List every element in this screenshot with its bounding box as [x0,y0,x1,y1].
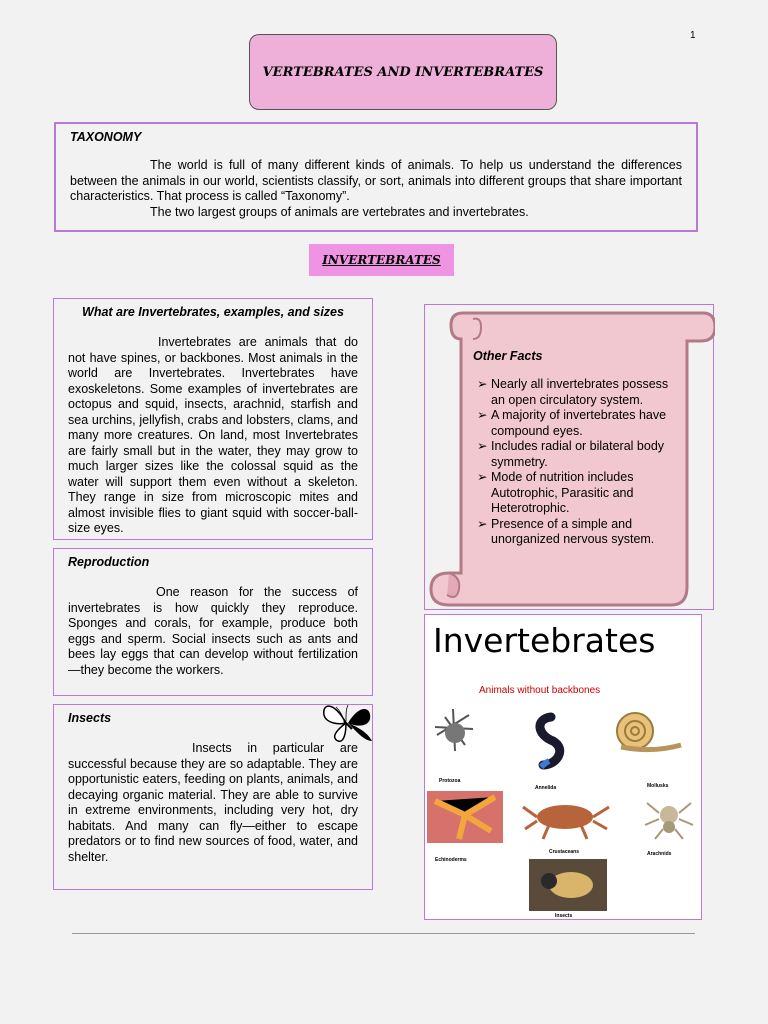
poster-label-arachnids: Arachnids [647,851,672,857]
what-are-invertebrates-section [53,298,373,540]
arachnid-illustration [645,803,693,839]
what-are-body: Invertebrates are animals that do not have spines, or backbones. Most animals in the world are Invertebrates. Invertebrates have exoskeletons. Some examples of invertebrates are octopus and squid, insects, arachnid, starfish and sea urchins, jellyfish, crabs and lobsters, clams, and many more creatures. On land, most Invertebrates are fairly small but in the water, they may grow to much larger sizes like the colossal squid as the water will support them even without a skeleton. They range in size from microscopic mites and almost invisible flies to giant squid with soccer-ball-size eyes. [68,335,358,535]
poster-label-crustaceans: Crustaceans [549,849,580,855]
page-title-box [249,34,557,110]
section-label-text: INVERTEBRATES [322,253,441,267]
other-facts-heading: Other Facts [473,349,543,363]
insects-heading: Insects [68,711,112,725]
other-facts-section [424,304,714,610]
poster-label-echinoderms: Echinoderms [435,857,467,863]
footer-divider [72,933,695,934]
other-facts-list [473,377,673,548]
taxonomy-paragraph: The world is full of many different kinds of animals. To help us understand the differences between the animals in our world, scientists classify, or sort, animals into different groups that share important characteristics. That process is called “Taxonomy”. [70,158,682,203]
poster-label-annelida: Annelida [535,785,557,791]
taxonomy-section [54,122,698,232]
annelida-illustration [540,717,560,767]
crustacean-illustration [523,805,609,839]
list-item: ➢ A majority of invertebrates have compound eyes. [473,408,673,439]
protozoa-illustration [435,709,473,751]
poster-title: Invertebrates [433,621,656,660]
insects-section [53,704,373,890]
mollusk-illustration [617,713,681,750]
section-label [309,244,454,276]
what-are-heading: What are Invertebrates, examples, and sizes [82,305,344,319]
taxonomy-paragraph-2: The two largest groups of animals are vertebrates and invertebrates. [150,204,529,219]
poster-subtitle: Animals without backbones [479,685,601,696]
poster-label-protozoa: Protozoa [439,778,461,784]
poster-illustrations [425,705,703,921]
insect-illustration [529,859,607,911]
page-title: VERTEBRATES AND INVERTEBRATES [262,64,544,80]
page-number: 1 [690,30,696,41]
taxonomy-heading: TAXONOMY [70,130,142,144]
reproduction-body: One reason for the success of invertebrates is how quickly they reproduce. Sponges and corals, for example, produce both eggs and sperm. Social insects such as ants and bees lay eggs that can develop without fertilization—they become the workers. [68,585,358,677]
list-item: ➢ Presence of a simple and unorganized nervous system. [473,517,673,548]
list-item: ➢ Mode of nutrition includes Autotrophic, Parasitic and Heterotrophic. [473,470,673,517]
poster-label-insects: Insects [555,913,573,919]
poster-label-mollusks: Mollusks [647,783,669,789]
insects-body: Insects in particular are successful because they are so adaptable. They are opportunistic eaters, feeding on plants, animals, and decaying organic material. They are able to survive in extreme environments, including very hot, dry habitats. And many can fly—either to escape predators or to find new sources of food, water, and shelter. [68,741,358,864]
other-facts-content [473,349,673,548]
invertebrates-poster-image [424,614,702,920]
echinoderm-illustration [427,791,503,843]
list-item: ➢ Nearly all invertebrates possess an open circulatory system. [473,377,673,408]
reproduction-heading: Reproduction [68,555,150,569]
reproduction-section [53,548,373,696]
list-item: ➢ Includes radial or bilateral body symmetry. [473,439,673,470]
butterfly-icon [316,699,378,747]
